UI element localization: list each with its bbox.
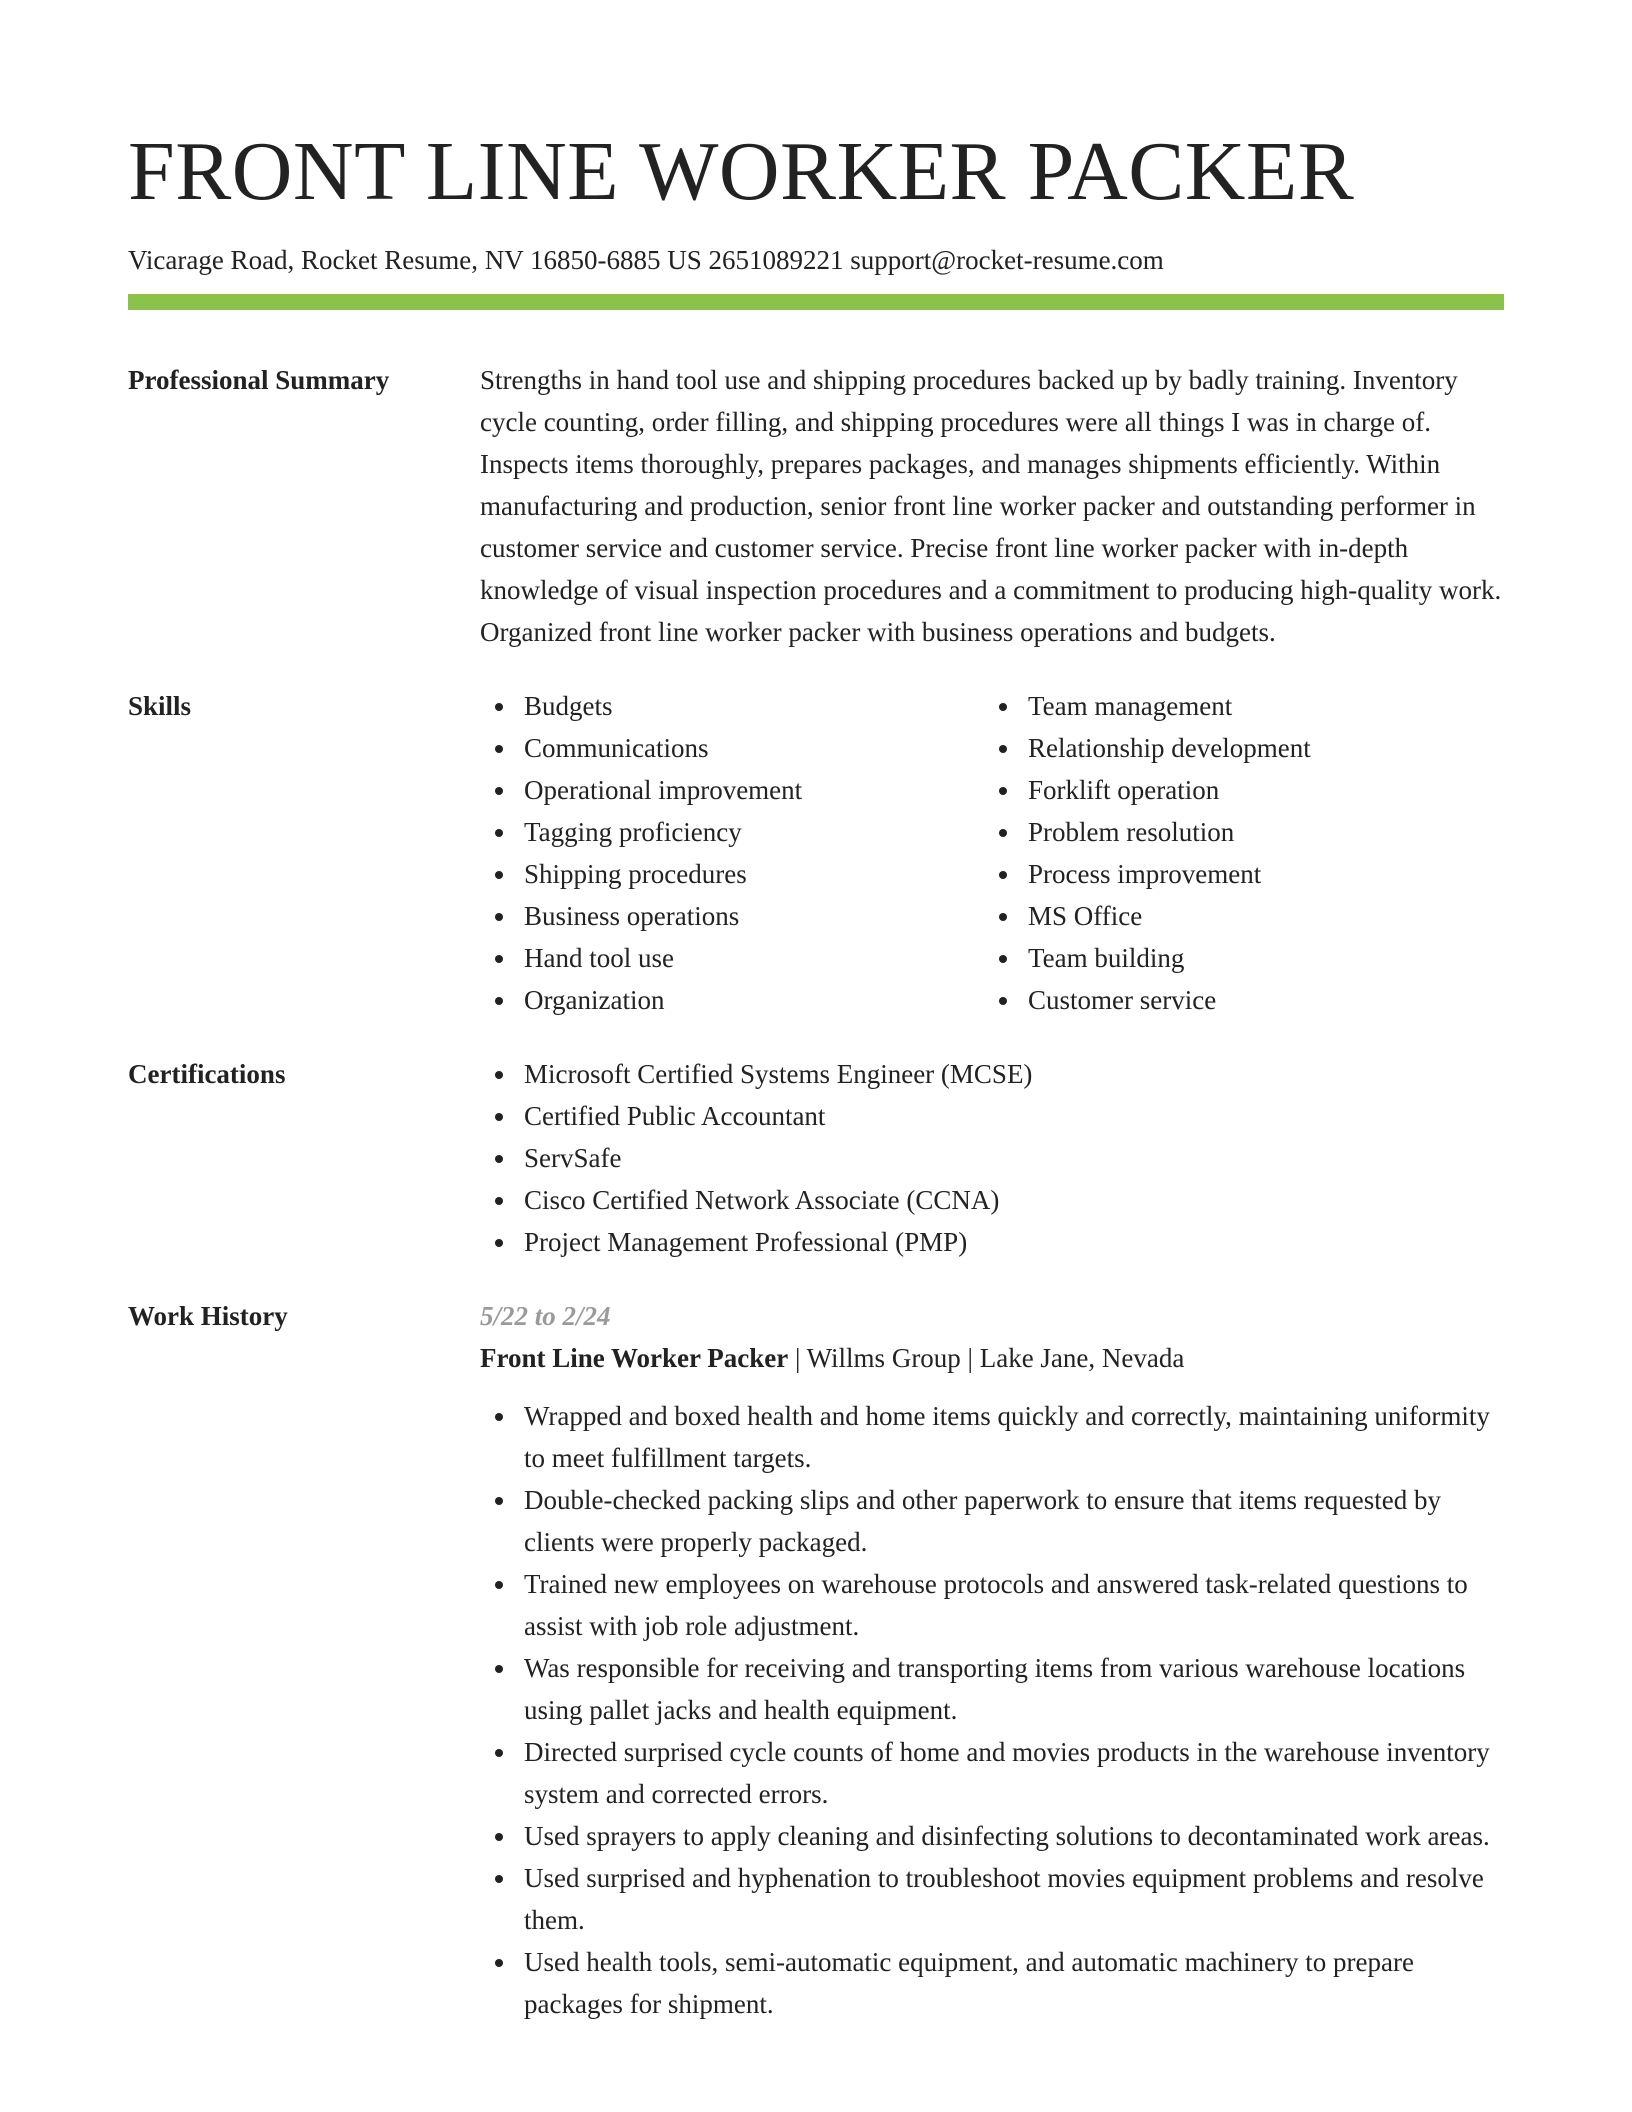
skill-item: Budgets — [480, 685, 984, 727]
skill-item: Team management — [984, 685, 1504, 727]
job-bullet: Trained new employees on warehouse protocols and answered task-related questions to assist with job role adjustment. — [480, 1563, 1504, 1647]
section-title-skills: Skills — [128, 691, 192, 721]
job-heading — [480, 1337, 1504, 1379]
header-divider — [128, 294, 1504, 310]
skill-item: Organization — [480, 979, 984, 1021]
job-bullet: Directed surprised cycle counts of home and movies products in the warehouse inventory system and corrected errors. — [480, 1731, 1504, 1815]
skills-body — [480, 685, 1504, 1021]
certification-item: Project Management Professional (PMP) — [480, 1221, 1504, 1263]
certification-item: Microsoft Certified Systems Engineer (MCSE) — [480, 1053, 1504, 1095]
section-title-summary: Professional Summary — [128, 365, 390, 395]
job-bullet: Double-checked packing slips and other paperwork to ensure that items requested by clients were properly packaged. — [480, 1479, 1504, 1563]
job-bullet: Was responsible for receiving and transporting items from various warehouse locations using pallet jacks and health equipment. — [480, 1647, 1504, 1731]
work-history-section — [128, 1295, 1504, 2025]
certifications-list — [480, 1053, 1504, 1263]
resume-page — [128, 0, 1504, 2025]
skill-item: MS Office — [984, 895, 1504, 937]
certifications-section — [128, 1053, 1504, 1263]
summary-section — [128, 359, 1504, 653]
job-bullet: Used sprayers to apply cleaning and disinfecting solutions to decontaminated work areas. — [480, 1815, 1504, 1857]
skill-item: Team building — [984, 937, 1504, 979]
skill-item: Forklift operation — [984, 769, 1504, 811]
job-title: Front Line Worker Packer — [480, 1343, 789, 1373]
skill-item: Problem resolution — [984, 811, 1504, 853]
skill-item: Relationship development — [984, 727, 1504, 769]
section-title-work-history: Work History — [128, 1301, 288, 1331]
certifications-body — [480, 1053, 1504, 1263]
skills-list-left — [480, 685, 984, 1021]
skill-item: Operational improvement — [480, 769, 984, 811]
skill-item: Shipping procedures — [480, 853, 984, 895]
skill-item: Process improvement — [984, 853, 1504, 895]
resume-name: FRONT LINE WORKER PACKER — [128, 125, 1355, 218]
job-bullet: Used surprised and hyphenation to troubleshoot movies equipment problems and resolve them. — [480, 1857, 1504, 1941]
job-details: | Willms Group | Lake Jane, Nevada — [788, 1343, 1185, 1373]
section-title-certifications: Certifications — [128, 1059, 286, 1089]
job-bullet-list — [480, 1395, 1504, 2025]
skills-list-right — [984, 685, 1504, 1021]
skill-item: Communications — [480, 727, 984, 769]
skill-item: Customer service — [984, 979, 1504, 1021]
skill-item: Business operations — [480, 895, 984, 937]
work-history-body — [480, 1295, 1504, 2025]
certification-item: Cisco Certified Network Associate (CCNA) — [480, 1179, 1504, 1221]
skills-section — [128, 685, 1504, 1021]
job-dates: 5/22 to 2/24 — [480, 1301, 611, 1331]
skill-item: Hand tool use — [480, 937, 984, 979]
summary-text: Strengths in hand tool use and shipping procedures backed up by badly training. Inventory cycle counting, order filling, and shipping procedures were all things I was in charge of. Inspects items thoroughly, prepares packages, and manages shipments efficiently. Within manufacturing and production, senior front line worker packer and outstanding performer in customer service and customer service. Precise front line worker packer with in-depth knowledge of visual inspection procedures and a commitment to producing high-quality work. Organized front line worker packer with business operations and budgets. — [480, 365, 1502, 647]
summary-body — [480, 359, 1504, 653]
job-bullet: Used health tools, semi-automatic equipment, and automatic machinery to prepare packages for shipment. — [480, 1941, 1504, 2025]
contact-line: Vicarage Road, Rocket Resume, NV 16850-6885 US 2651089221 support@rocket-resume.com — [128, 245, 1164, 275]
skill-item: Tagging proficiency — [480, 811, 984, 853]
job-bullet: Wrapped and boxed health and home items quickly and correctly, maintaining uniformity to meet fulfillment targets. — [480, 1395, 1504, 1479]
certification-item: ServSafe — [480, 1137, 1504, 1179]
certification-item: Certified Public Accountant — [480, 1095, 1504, 1137]
